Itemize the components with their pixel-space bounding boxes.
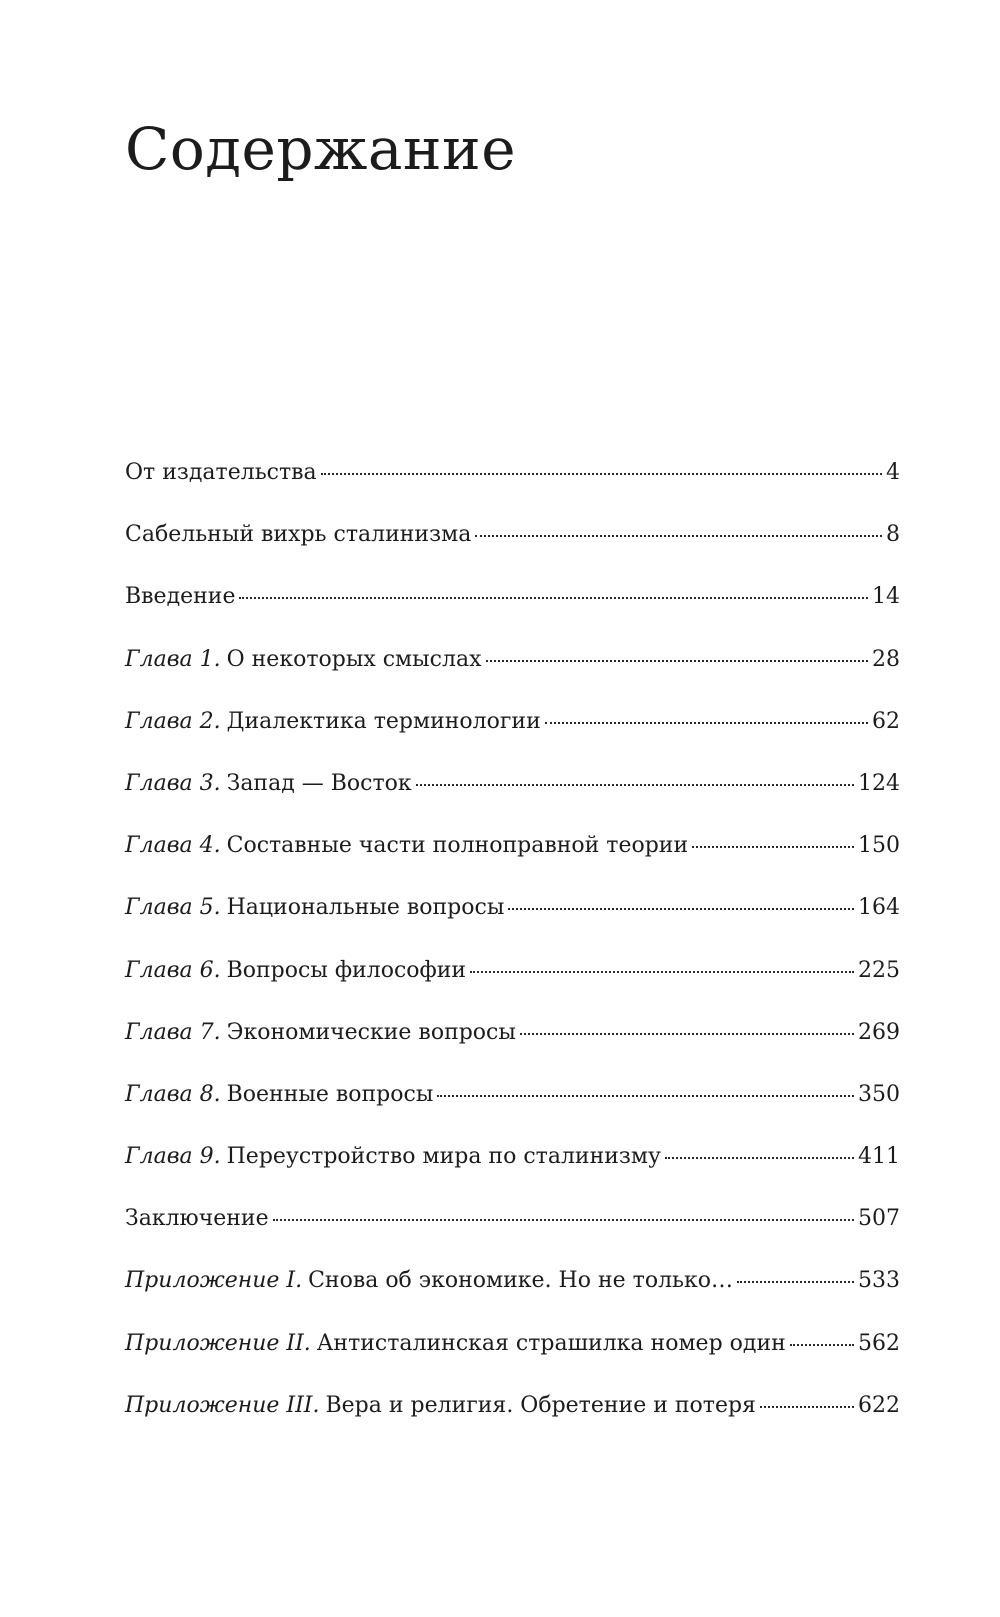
dot-leader xyxy=(508,908,854,910)
toc-entry[interactable] xyxy=(125,1392,900,1457)
toc-entry-label xyxy=(125,462,317,484)
toc-entry-label xyxy=(125,1019,516,1045)
toc-entry-title: Диалектика терминологии xyxy=(226,708,541,734)
dot-leader xyxy=(475,535,882,537)
toc-chapter-number: Глава 7. xyxy=(125,1019,221,1045)
toc-entry-label xyxy=(125,1208,269,1230)
dot-leader xyxy=(239,597,868,599)
toc-chapter-number: Глава 1. xyxy=(125,646,221,672)
toc-page-number: 269 xyxy=(858,1019,900,1045)
dot-leader xyxy=(321,473,882,475)
toc-entry-title: Антисталинская страшилка номер один xyxy=(316,1330,786,1356)
toc-page-number: 124 xyxy=(858,770,900,796)
toc-entry-title: О некоторых смыслах xyxy=(226,646,482,672)
toc-entry[interactable] xyxy=(125,1270,900,1332)
toc-chapter-number: Глава 8. xyxy=(125,1081,221,1107)
toc-page-number: 8 xyxy=(886,522,900,548)
page-title: Содержание xyxy=(125,115,517,183)
dot-leader xyxy=(692,846,854,848)
toc-page-number: 411 xyxy=(858,1144,900,1170)
toc-entry[interactable] xyxy=(125,835,900,897)
toc-page-number: 225 xyxy=(858,957,900,983)
toc-entry-label xyxy=(125,897,504,919)
toc-chapter-number: Глава 9. xyxy=(125,1144,221,1170)
toc-entry[interactable] xyxy=(125,1019,900,1084)
toc-chapter-number: Глава 3. xyxy=(125,770,221,796)
toc-entry-title: Вопросы философии xyxy=(226,957,467,983)
dot-leader xyxy=(273,1219,854,1221)
toc-entry-title: Переустройство мира по сталинизму xyxy=(226,1144,661,1170)
toc-page-number: 562 xyxy=(858,1330,900,1356)
toc-entry[interactable] xyxy=(125,1208,900,1270)
toc-entry-title: Экономические вопросы xyxy=(226,1019,516,1045)
toc-entry-title: Сабельный вихрь сталинизма xyxy=(125,522,472,548)
toc-entry-title: Военные вопросы xyxy=(226,1081,434,1107)
toc-entry-label xyxy=(125,1330,786,1356)
toc-chapter-number: Глава 4. xyxy=(125,833,221,859)
toc-entry-label xyxy=(125,708,541,734)
toc-page-number: 164 xyxy=(858,895,900,921)
dot-leader xyxy=(545,722,868,724)
toc-entry-label xyxy=(125,957,467,983)
toc-entry[interactable] xyxy=(125,524,900,586)
toc-chapter-number: Приложение III. xyxy=(125,1392,320,1418)
toc-entry[interactable] xyxy=(125,586,900,648)
toc-chapter-number: Глава 5. xyxy=(125,895,221,921)
dot-leader xyxy=(760,1406,854,1408)
toc-entry-title: Заключение xyxy=(125,1206,269,1232)
toc-page-number: 14 xyxy=(872,584,900,610)
toc-page-number: 533 xyxy=(858,1268,900,1294)
table-of-contents xyxy=(125,462,900,1457)
dot-leader xyxy=(470,971,854,973)
dot-leader xyxy=(486,660,869,662)
toc-page-number: 4 xyxy=(886,460,900,485)
dot-leader xyxy=(790,1344,854,1346)
dot-leader xyxy=(520,1033,854,1035)
toc-entry[interactable] xyxy=(125,462,900,524)
toc-entry[interactable] xyxy=(125,708,900,773)
toc-page-number: 622 xyxy=(858,1392,900,1418)
toc-entry[interactable] xyxy=(125,1081,900,1146)
toc-entry[interactable] xyxy=(125,1330,900,1395)
dot-leader xyxy=(416,784,854,786)
dot-leader xyxy=(737,1281,854,1283)
toc-entry-label xyxy=(125,586,235,608)
toc-page-number: 150 xyxy=(858,833,900,859)
toc-page-number: 507 xyxy=(858,1206,900,1232)
toc-entry-label xyxy=(125,1392,756,1418)
toc-entry-title: Вера и религия. Обретение и потеря xyxy=(325,1392,756,1418)
toc-entry-title: Введение xyxy=(125,584,236,610)
toc-chapter-number: Приложение I. xyxy=(125,1268,303,1294)
toc-entry-label xyxy=(125,646,482,672)
toc-entry-title: Снова об экономике. Но не только… xyxy=(308,1268,734,1294)
toc-entry-title: Составные части полноправной теории xyxy=(226,833,689,859)
toc-entry-label xyxy=(125,524,471,546)
dot-leader xyxy=(437,1095,854,1097)
toc-chapter-number: Глава 2. xyxy=(125,708,221,734)
toc-entry-label xyxy=(125,770,412,796)
toc-entry-label xyxy=(125,1081,434,1107)
toc-entry-title: От издательства xyxy=(125,460,317,485)
toc-page-number: 62 xyxy=(872,708,900,734)
toc-chapter-number: Приложение II. xyxy=(125,1330,311,1356)
toc-chapter-number: Глава 6. xyxy=(125,957,221,983)
toc-entry-label xyxy=(125,1270,733,1292)
toc-page-number: 350 xyxy=(858,1081,900,1107)
toc-entry-label xyxy=(125,835,688,857)
dot-leader xyxy=(665,1157,854,1159)
toc-entry[interactable] xyxy=(125,897,900,959)
toc-page-number: 28 xyxy=(872,646,900,672)
toc-entry-label xyxy=(125,1146,661,1168)
toc-entry-title: Запад — Восток xyxy=(226,770,412,796)
toc-entry[interactable] xyxy=(125,770,900,835)
toc-entry[interactable] xyxy=(125,957,900,1022)
toc-entry[interactable] xyxy=(125,1146,900,1208)
toc-entry-title: Национальные вопросы xyxy=(226,895,505,921)
toc-entry[interactable] xyxy=(125,646,900,711)
